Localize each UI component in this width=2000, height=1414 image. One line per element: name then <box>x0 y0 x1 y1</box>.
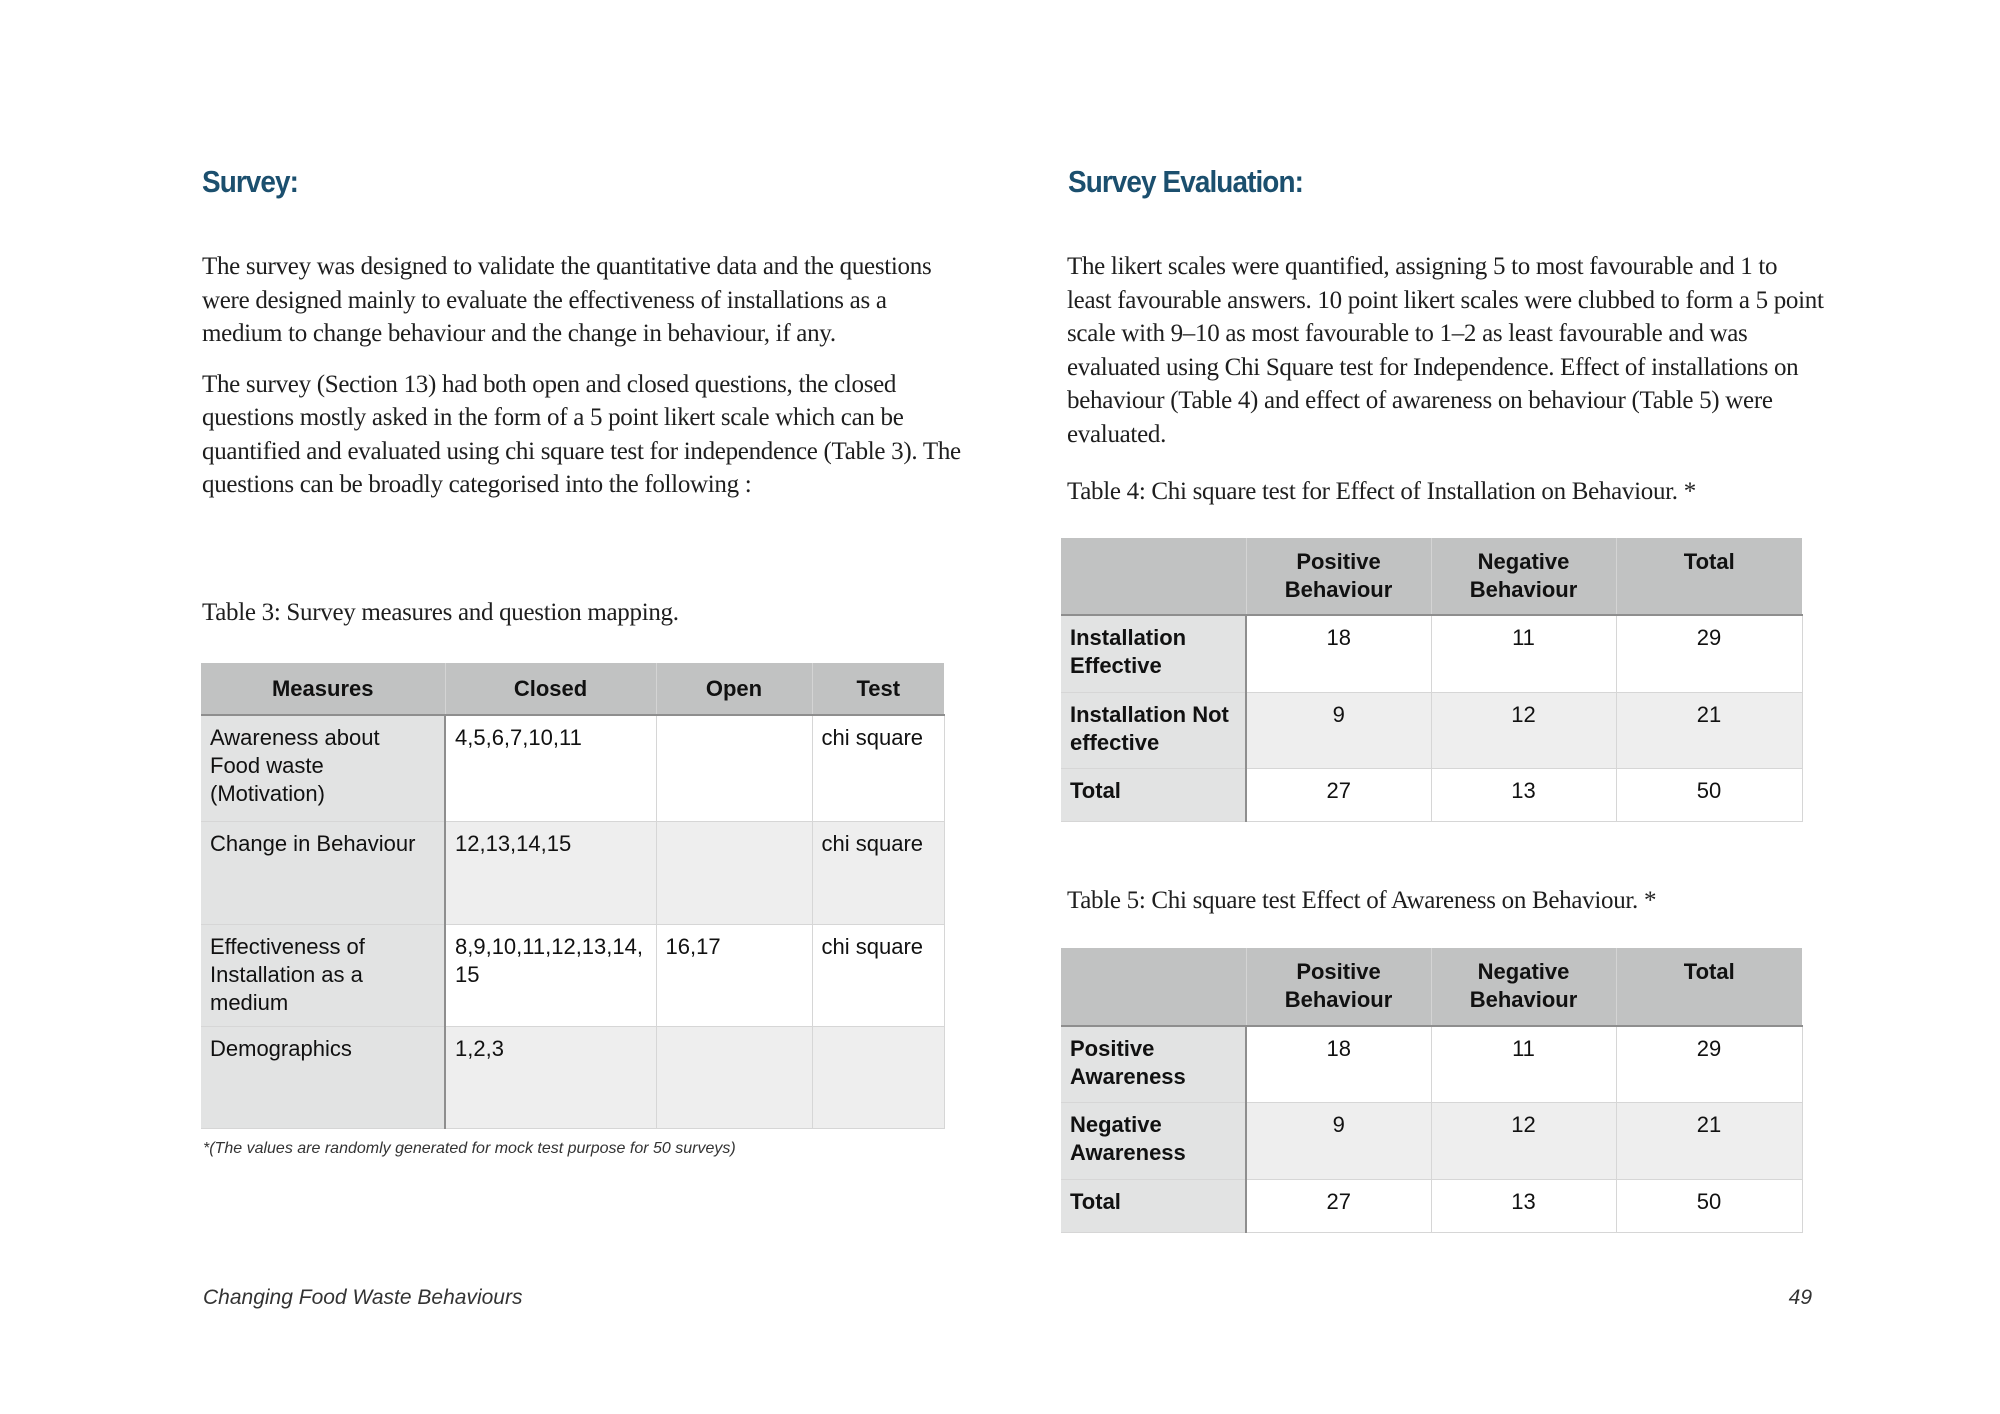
column-header <box>1061 948 1246 1026</box>
table-row <box>1061 1179 1802 1232</box>
open-cell <box>656 1026 812 1128</box>
table-row <box>1061 1026 1802 1102</box>
column-header <box>1061 538 1246 615</box>
value-cell: 13 <box>1431 768 1616 821</box>
survey-evaluation-text <box>1067 250 1827 451</box>
table-row <box>201 821 944 924</box>
paragraph: The survey (Section 13) had both open and closed questions, the closed questions mostly asked in the form of a 5 point likert scale which can be quantified and evaluated using chi square test for independence (Table 3). The questions can be broadly categorised into the following : <box>202 370 961 498</box>
row-header: Total <box>1061 1179 1246 1232</box>
table-row <box>201 924 944 1026</box>
value-cell: 27 <box>1246 1179 1431 1232</box>
column-header: Positive Behaviour <box>1246 948 1431 1026</box>
row-header: Installation Effective <box>1061 615 1246 692</box>
column-header: Positive Behaviour <box>1246 538 1431 615</box>
table-row <box>1061 615 1802 692</box>
closed-cell: 1,2,3 <box>445 1026 656 1128</box>
column-header: Negative Behaviour <box>1431 948 1616 1026</box>
closed-value: 8,9,10,11,12,13,14,15 <box>455 933 643 987</box>
measure-cell: Effectiveness of Installation as a medium <box>201 924 445 1026</box>
value-cell: 18 <box>1246 1026 1431 1102</box>
table3-caption: Table 3: Survey measures and question mapping. <box>202 599 679 626</box>
test-cell <box>812 1026 944 1128</box>
value-cell: 11 <box>1431 1026 1616 1102</box>
table-row <box>1061 692 1802 768</box>
table-row <box>201 715 944 821</box>
table5-awareness-behaviour <box>1061 948 1803 1233</box>
footer-document-title: Changing Food Waste Behaviours <box>203 1286 523 1309</box>
paragraph: The likert scales were quantified, assigning 5 to most favourable and 1 to least favourable answers. 10 point likert scales were clubbed to form a 5 point scale with 9–10 as most favourable to 1–2 as least favourable and was evaluated using Chi Square test for Independence. Effect of installations on behaviour (Table 4) and effect of awareness on behaviour (Table 5) were evaluated. <box>1067 253 1824 448</box>
value-cell: 50 <box>1616 1179 1802 1232</box>
closed-cell: 12,13,14,15 <box>445 821 656 924</box>
table-row <box>201 1026 944 1128</box>
table3-footnote: *(The values are randomly generated for mock test purpose for 50 surveys) <box>203 1140 736 1157</box>
value-cell: 18 <box>1246 615 1431 692</box>
row-header: Installation Not effective <box>1061 692 1246 768</box>
column-header: Measures <box>201 663 445 715</box>
value-cell: 12 <box>1431 1102 1616 1179</box>
column-header: Total <box>1616 538 1802 615</box>
table-row <box>1061 1102 1802 1179</box>
closed-cell: 4,5,6,7,10,11 <box>445 715 656 821</box>
value-cell: 9 <box>1246 692 1431 768</box>
value-cell: 29 <box>1616 615 1802 692</box>
table-header-row <box>1061 948 1802 1026</box>
page-number: 49 <box>1788 1286 1812 1309</box>
value-cell: 27 <box>1246 768 1431 821</box>
section-heading-survey-evaluation: Survey Evaluation: <box>1068 164 1303 199</box>
value-cell: 11 <box>1431 615 1616 692</box>
paragraph: The survey was designed to validate the quantitative data and the questions were designed mainly to evaluate the effectiveness of installations as a medium to change behaviour and the change in behaviour, if any. <box>202 253 932 347</box>
test-cell: chi square <box>812 821 944 924</box>
column-header: Open <box>656 663 812 715</box>
table-header-row <box>1061 538 1802 615</box>
closed-cell <box>445 924 656 1026</box>
table4-caption: Table 4: Chi square test for Effect of Installation on Behaviour. * <box>1067 478 1696 505</box>
value-cell: 50 <box>1616 768 1802 821</box>
table-row <box>1061 768 1802 821</box>
measure-cell: Awareness about Food waste (Motivation) <box>201 715 445 821</box>
value-cell: 21 <box>1616 692 1802 768</box>
column-header: Test <box>812 663 944 715</box>
value-cell: 12 <box>1431 692 1616 768</box>
test-cell: chi square <box>812 924 944 1026</box>
table3-survey-measures <box>201 663 945 1129</box>
value-cell: 9 <box>1246 1102 1431 1179</box>
open-cell: 16,17 <box>656 924 812 1026</box>
column-header: Total <box>1616 948 1802 1026</box>
open-cell <box>656 715 812 821</box>
survey-intro-text <box>202 250 962 502</box>
row-header: Total <box>1061 768 1246 821</box>
test-cell: chi square <box>812 715 944 821</box>
open-cell <box>656 821 812 924</box>
value-cell: 29 <box>1616 1026 1802 1102</box>
row-header: Negative Awareness <box>1061 1102 1246 1179</box>
table4-installation-behaviour <box>1061 538 1803 822</box>
column-header: Negative Behaviour <box>1431 538 1616 615</box>
section-heading-survey: Survey: <box>202 164 299 199</box>
value-cell: 21 <box>1616 1102 1802 1179</box>
column-header: Closed <box>445 663 656 715</box>
measure-cell: Change in Behaviour <box>201 821 445 924</box>
value-cell: 13 <box>1431 1179 1616 1232</box>
table5-caption: Table 5: Chi square test Effect of Awareness on Behaviour. * <box>1067 887 1657 914</box>
measure-cell: Demographics <box>201 1026 445 1128</box>
row-header: Positive Awareness <box>1061 1026 1246 1102</box>
table-header-row <box>201 663 944 715</box>
